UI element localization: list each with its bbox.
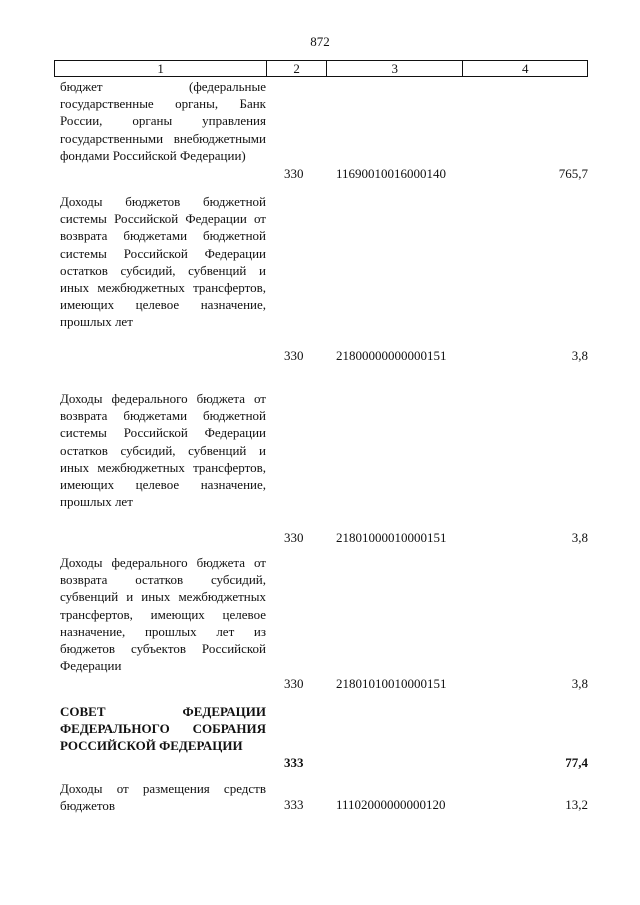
row-kbk: 21801000010000151 [336, 530, 447, 545]
row-code: 330 [284, 676, 304, 691]
page-number: 872 [310, 34, 330, 49]
row-sum: 3,8 [571, 530, 588, 545]
row-sum: 3,8 [571, 676, 588, 691]
row-code: 333 [284, 755, 304, 770]
row-name: Доходы от размещения средств бюджетов [60, 781, 266, 814]
row-kbk: 11102000000000120 [336, 797, 446, 812]
row-sum: 3,8 [571, 348, 588, 363]
column-header-row [54, 60, 588, 77]
row-name: Доходы федерального бюджета от возврата бюджетами бюджетной системы Российской Федерации остатков субсидий, субвенций и иных межбюджетных трансфертов, имеющих целевое назначение, прошлых лет [60, 391, 266, 510]
revenue-table [54, 60, 588, 814]
row-code: 330 [284, 530, 304, 545]
row-name: бюджет (федеральные государственные органы, Банк России, органы управления государственными внебюджетными фондами Российской Федерации) [60, 79, 266, 163]
column-header-3: 3 [327, 61, 463, 76]
row-code: 330 [284, 166, 304, 181]
row-name: СОВЕТ ФЕДЕРАЦИИ ФЕДЕРАЛЬНОГО СОБРАНИЯ РОССИЙСКОЙ ФЕДЕРАЦИИ [60, 704, 266, 754]
row-name: Доходы бюджетов бюджетной системы Российской Федерации от возврата бюджетами бюджетной системы Российской Федерации остатков субсидий, субвенций и иных межбюджетных трансфертов, имеющих целевое назначение, прошлых лет [60, 194, 266, 330]
column-header-2: 2 [267, 61, 327, 76]
row-kbk: 11690010016000140 [336, 166, 447, 181]
row-sum: 77,4 [565, 755, 588, 770]
row-sum: 13,2 [565, 797, 588, 812]
row-code: 333 [284, 797, 304, 812]
row-code: 330 [284, 348, 304, 363]
row-name: Доходы федерального бюджета от возврата остатков субсидий, субвенций и иных межбюджетных трансфертов, имеющих целевое назначение, прошлых лет из бюджетов субъектов Российской Федерации [60, 555, 266, 674]
column-header-4: 4 [521, 61, 529, 76]
column-header-1: 1 [55, 61, 267, 76]
row-sum: 765,7 [558, 166, 588, 181]
row-kbk: 21800000000000151 [336, 348, 447, 363]
row-kbk: 21801010010000151 [336, 676, 447, 691]
